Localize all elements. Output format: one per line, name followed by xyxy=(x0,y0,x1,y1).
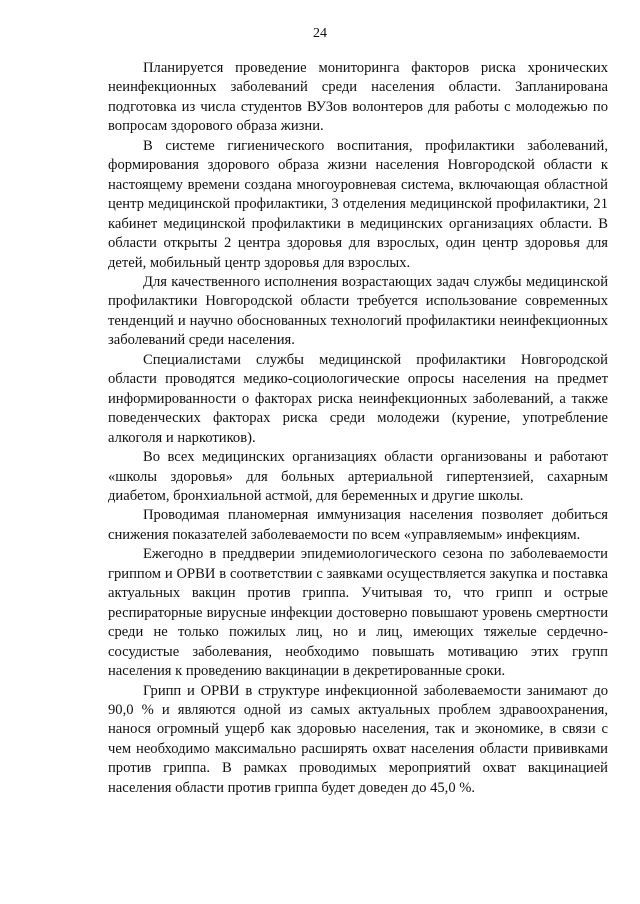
paragraph-flu-coverage: Грипп и ОРВИ в структуре инфекционной заболеваемости занимают до 90,0 % и являются одной из самых актуальных проблем здравоохранения, нанося огромный ущерб как здоровью населения, так и экономике, в связи с чем необходимо максимально расширять охват населения области прививками против гриппа. В рамках проводимых мероприятий охват вакцинацией населения области против гриппа будет доведен до 45,0 %. xyxy=(108,682,608,796)
page-number: 24 xyxy=(313,26,327,41)
paragraph-health-schools: Во всех медицинских организациях области организованы и работают «школы здоровья» для больных артериальной гипертензией, сахарным диабетом, бронхиальной астмой, для беременных и другие школы. xyxy=(108,449,608,504)
paragraph-modern-technologies: Для качественного исполнения возрастающих задач службы медицинской профилактики Новгородской области требуется использование современных тенденций и научно обоснованных технологий профилактики неинфекционных заболеваний среди населения. xyxy=(108,273,608,349)
paragraph-monitoring: Планируется проведение мониторинга факторов риска хронических неинфекционных заболеваний среди населения области. Запланирована подготовка из числа студентов ВУЗов волонтеров для работы с молодежью по вопросам здорового образа жизни. xyxy=(108,60,608,135)
paragraph-flu-vaccine-supply: Ежегодно в преддверии эпидемиологического сезона по заболеваемости гриппом и ОРВИ в соответствии с заявками осуществляется закупка и поставка актуальных вакцин против гриппа. Учитывая то, что грипп и острые респираторные вирусные инфекции достоверно повышают уровень смертности среди не только пожилых лиц, но и лиц, имеющих тяжелые сердечно-сосудистые заболевания, необходимо повышать мотивацию этих групп населения к проведению вакцинации в декретированные сроки. xyxy=(108,546,608,680)
paragraph-prevention-system: В системе гигиенического воспитания, профилактики заболеваний, формирования здорового образа жизни населения Новгородской области к настоящему времени создана многоуровневая система, включающая областной центр медицинской профилактики, 3 отделения медицинской профилактики, 21 кабинет медицинской профилактики в медицинских организациях области. В области открыты 2 центра здоровья для взрослых, один центр здоровья для детей, мобильный центр здоровья для взрослых. xyxy=(108,137,608,271)
document-body xyxy=(108,59,608,798)
paragraph-immunization: Проводимая планомерная иммунизация населения позволяет добиться снижения показателей заболеваемости по всем «управляемым» инфекциям. xyxy=(108,507,608,543)
paragraph-surveys: Специалистами службы медицинской профилактики Новгородской области проводятся медико-социологические опросы населения на предмет информированности о факторах риска неинфекционных заболеваний, а также поведенческих факторах риска среди молодежи (курение, употребление алкоголя и наркотиков). xyxy=(108,351,608,446)
